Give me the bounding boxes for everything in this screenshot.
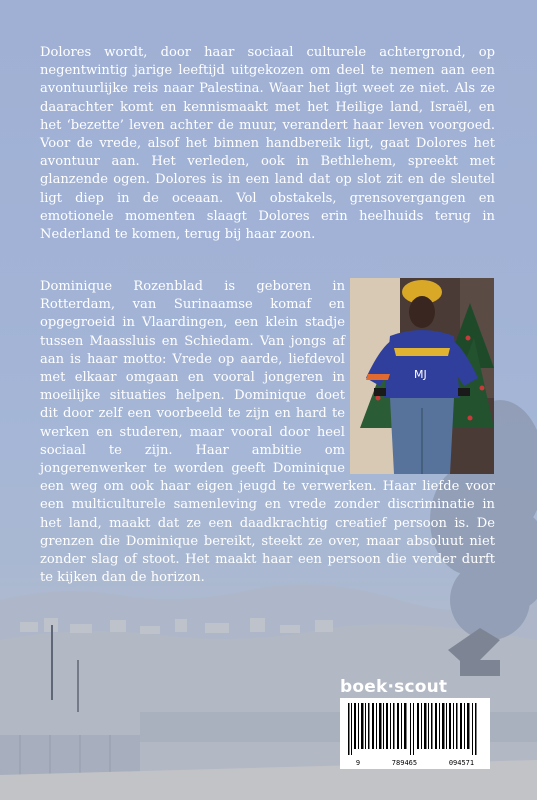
isbn-barcode xyxy=(340,698,490,769)
author-bio-text: Dominique Rozenblad is geboren in Rotterdam, van Surinaamse komaf en opgegroeid in Vlaardingen, een klein stadje tussen Maassluis en Schiedam. Van jongs af aan is haar motto: Vrede op aarde, liefdevol met elkaar omgaan en vooral jongeren in moeilijke situaties helpen. Dominique doet dit door zelf een voorbeeld te zijn en hard te werken en studeren, maar vooral door heel sociaal te zijn. Haar ambitie om jongerenwerker te worden geeft Dominique een weg om ook haar eigen jeugd te verwerken. Haar liefde voor een multiculturele samenleving en vrede zonder discriminatie in het land, maakt dat ze een daadkrachtig creatief persoon is. De grenzen die Dominique bereikt, steekt ze over, maar absoluut niet zonder slag of stoot. Het maakt haar een persoon die verder durft te kijken dan de horizon. xyxy=(40,279,495,586)
isbn-digit-group-1: 789465 xyxy=(391,759,418,767)
isbn-digit-group-2: 094571 xyxy=(448,759,475,767)
svg-text:MJ: MJ xyxy=(414,368,427,381)
barcode-icon xyxy=(340,698,490,758)
isbn-digits xyxy=(340,759,490,767)
author-bio xyxy=(40,278,495,587)
book-blurb: Dolores wordt, door haar sociaal culturele achtergrond, op negentwintig jarige leeftijd uitgekozen om deel te nemen aan een avontuurlijke reis naar Palestina. Waar het ligt weet ze niet. Als ze daarachter komt en kennismaakt met het Heilige land, Israël, en het ‘bezette’ leven achter de muur, verandert haar leven voorgoed. Voor de vrede, alsof het binnen handbereik ligt, gaat Dolores het avontuur aan. Het verleden, ook in Bethlehem, spreekt met glanzende ogen. Dolores is in een land dat op slot zit en de sleutel ligt diep in de oceaan. Vol obstakels, grensovergangen en emotionele momenten slaagt Dolores erin heelhuids terug in Nederland te komen, terug bij haar zoon. xyxy=(40,45,495,243)
publisher-logo: boek·scout xyxy=(340,677,448,697)
photo-wrap-space xyxy=(345,278,495,476)
isbn-digit-lead: 9 xyxy=(355,759,361,767)
